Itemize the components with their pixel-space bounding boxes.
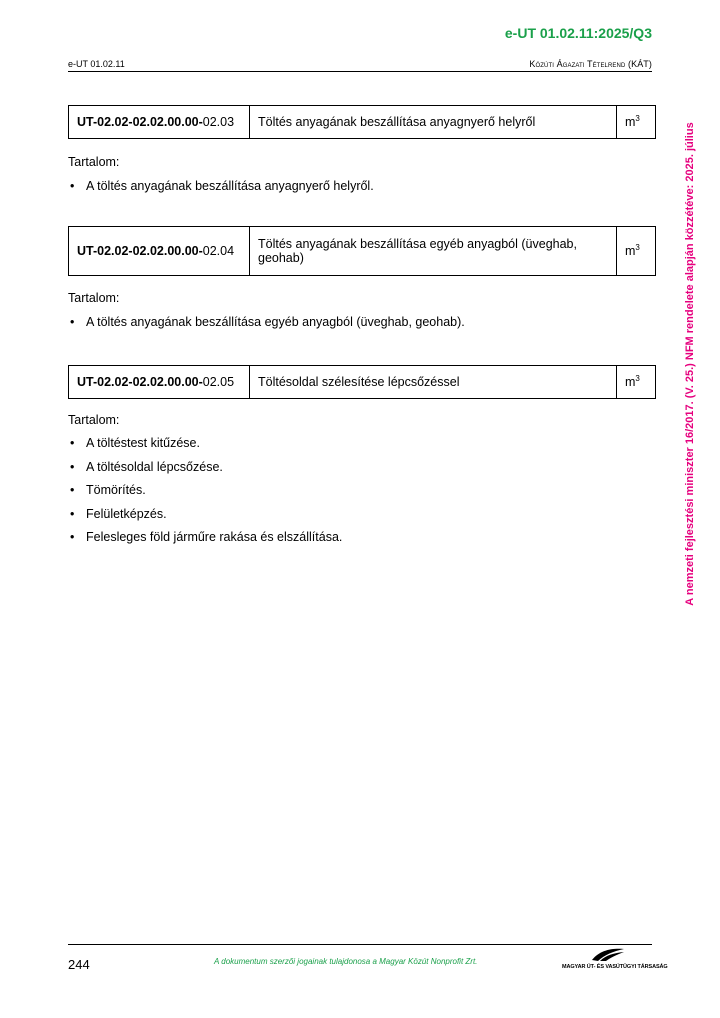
item-table-2 xyxy=(68,226,656,276)
item-table-1 xyxy=(68,105,656,139)
list-item: • Felesleges föld járműre rakása és elszállítása. xyxy=(68,530,342,554)
tartalom-label: Tartalom: xyxy=(68,291,120,305)
content-list xyxy=(68,315,465,339)
item-unit: $m^3$ xyxy=(617,227,656,276)
list-item: • A töltéstest kitűzése. xyxy=(68,436,342,460)
content-list xyxy=(68,436,342,554)
page-number: 244 xyxy=(68,957,90,972)
logo-text: MAGYAR ÚT- ÉS VASÚTÜGYI TÁRSASÁG xyxy=(562,964,668,970)
copyright-note: A dokumentum szerzői jogainak tulajdonosa a Magyar Közút Nonprofit Zrt. xyxy=(214,957,478,966)
content-list xyxy=(68,179,374,203)
list-item: • A töltésoldal lépcsőzése. xyxy=(68,460,342,484)
list-item: • A töltés anyagának beszállítása egyéb anyagból (üveghab, geohab). xyxy=(68,315,465,339)
tartalom-label: Tartalom: xyxy=(68,155,120,169)
item-title: Töltés anyagának beszállítása egyéb anyagból (üveghab, geohab) xyxy=(250,227,617,276)
item-unit: $m^3$ xyxy=(617,106,656,139)
item-unit: $m^3$ xyxy=(617,366,656,399)
footer-rule xyxy=(68,944,652,945)
tartalom-label: Tartalom: xyxy=(68,413,120,427)
header-rule xyxy=(68,71,652,72)
item-code: UT-02.02-02.02.00.00-02.05 xyxy=(69,366,250,399)
list-item: • Felületképzés. xyxy=(68,507,342,531)
side-publication-note: A nemzeti fejlesztési miniszter 16/2017. (V. 25.) NFM rendelete alapján közzétéve: 2025. július xyxy=(684,122,696,606)
society-logo xyxy=(562,946,668,972)
list-item: • A töltés anyagának beszállítása anyagnyerő helyről. xyxy=(68,179,374,203)
item-table-3 xyxy=(68,365,656,399)
road-swoosh-icon xyxy=(590,946,626,962)
doc-code: e-UT 01.02.11:2025/Q3 xyxy=(504,25,652,41)
item-title: Töltés anyagának beszállítása anyagnyerő helyről xyxy=(250,106,617,139)
header-left: e-UT 01.02.11 xyxy=(68,59,125,69)
header-right: Közúti Ágazati Tételrend (KÁT) xyxy=(529,59,652,69)
item-title: Töltésoldal szélesítése lépcsőzéssel xyxy=(250,366,617,399)
list-item: • Tömörítés. xyxy=(68,483,342,507)
item-code: UT-02.02-02.02.00.00-02.04 xyxy=(69,227,250,276)
item-code: UT-02.02-02.02.00.00-02.03 xyxy=(69,106,250,139)
